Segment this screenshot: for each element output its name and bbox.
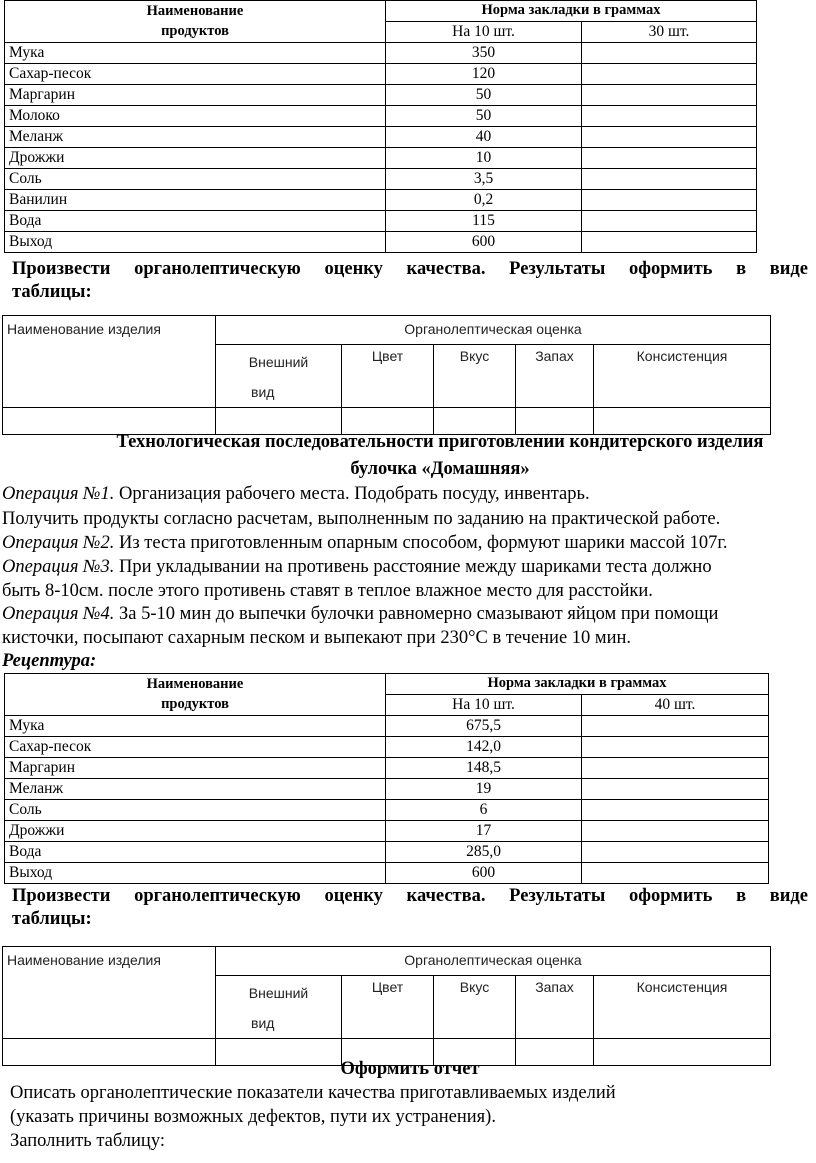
- norm-n-cell: [582, 716, 769, 737]
- product-name-cell: Маргарин: [5, 758, 386, 779]
- product-name-cell: Ванилин: [5, 190, 386, 211]
- norm-n-cell: [582, 842, 769, 863]
- recipe-label: Рецептура:: [2, 651, 97, 671]
- eval-header-group: Органолептическая оценка: [216, 316, 771, 345]
- norm-n-cell: [582, 758, 769, 779]
- task-text-1-cont: таблицы:: [12, 282, 92, 302]
- product-name-cell: Выход: [5, 863, 386, 884]
- header-norm: Норма закладки в граммах: [386, 674, 769, 695]
- eval-col-taste: Вкус: [434, 345, 516, 408]
- product-name-cell: Мука: [5, 43, 386, 64]
- eval-col-appearance: Внешний вид: [216, 976, 342, 1039]
- evaluation-table-2: [2, 946, 771, 1066]
- product-name-cell: Соль: [5, 169, 386, 190]
- norm-10-cell: 115: [386, 211, 582, 232]
- report-line-3: Заполнить таблицу:: [10, 1131, 165, 1151]
- norm-n-cell: [582, 211, 757, 232]
- norm-10-cell: 0,2: [386, 190, 582, 211]
- norm-10-cell: 120: [386, 64, 582, 85]
- product-name-cell: Мука: [5, 716, 386, 737]
- recipe-table-1: [4, 0, 757, 253]
- norm-10-cell: 3,5: [386, 169, 582, 190]
- header-product-name: Наименование продуктов: [5, 674, 386, 716]
- product-name-cell: Дрожжи: [5, 821, 386, 842]
- table-row: [5, 737, 769, 758]
- norm-n-cell: [582, 737, 769, 758]
- table-row: [5, 64, 757, 85]
- header-per-n: 40 шт.: [582, 695, 769, 716]
- tech-title: Технологическая последовательности приготовлении кондитерского изделия: [116, 432, 764, 452]
- norm-10-cell: 350: [386, 43, 582, 64]
- norm-n-cell: [582, 821, 769, 842]
- operation-4-cont: кисточки, посыпают сахарным песком и выпекают при 230°С в течение 10 мин.: [2, 628, 632, 648]
- product-name-cell: Маргарин: [5, 85, 386, 106]
- eval-header-group: Органолептическая оценка: [216, 947, 771, 976]
- table-row: [5, 190, 757, 211]
- norm-10-cell: 40: [386, 127, 582, 148]
- table-row: [5, 779, 769, 800]
- norm-10-cell: 675,5: [386, 716, 582, 737]
- recipe-table-2: [4, 673, 769, 884]
- norm-10-cell: 600: [386, 232, 582, 253]
- norm-n-cell: [582, 190, 757, 211]
- product-name-cell: Меланж: [5, 127, 386, 148]
- header-per-10: На 10 шт.: [386, 695, 582, 716]
- eval-col-taste: Вкус: [434, 976, 516, 1039]
- eval-header-name: Наименование изделия: [3, 947, 216, 1039]
- table-row: [5, 863, 769, 884]
- norm-10-cell: 600: [386, 863, 582, 884]
- table-row: [5, 169, 757, 190]
- product-name-cell: Выход: [5, 232, 386, 253]
- product-name-cell: Меланж: [5, 779, 386, 800]
- task-text-2-cont: таблицы:: [12, 909, 92, 929]
- operation-3: Операция №3. При укладывании на противень расстояние между шариками теста должно: [2, 557, 712, 577]
- norm-n-cell: [582, 800, 769, 821]
- report-line-1: Описать органолептические показатели качества приготавливаемых изделий: [10, 1083, 616, 1103]
- norm-10-cell: 10: [386, 148, 582, 169]
- product-name-cell: Сахар-песок: [5, 737, 386, 758]
- table-row: [5, 800, 769, 821]
- norm-10-cell: 17: [386, 821, 582, 842]
- norm-n-cell: [582, 148, 757, 169]
- product-name-cell: Молоко: [5, 106, 386, 127]
- operation-3-cont: быть 8-10см. после этого противень ставят в теплое влажное место для расстойки.: [2, 581, 653, 601]
- header-per-10: На 10 шт.: [386, 22, 582, 43]
- eval-col-color: Цвет: [342, 976, 434, 1039]
- header-per-n: 30 шт.: [582, 22, 757, 43]
- report-line-2: (указать причины возможных дефектов, пути их устранения).: [10, 1107, 496, 1127]
- tech-title-product: булочка «Домашняя»: [350, 459, 530, 479]
- table-row: [5, 43, 757, 64]
- norm-n-cell: [582, 64, 757, 85]
- product-name-cell: Соль: [5, 800, 386, 821]
- norm-10-cell: 148,5: [386, 758, 582, 779]
- table-row: [5, 758, 769, 779]
- eval-col-consistency: Консистенция: [594, 976, 771, 1039]
- norm-n-cell: [582, 863, 769, 884]
- norm-n-cell: [582, 169, 757, 190]
- report-title: Оформить отчет: [340, 1059, 480, 1079]
- eval-col-color: Цвет: [342, 345, 434, 408]
- header-norm: Норма закладки в граммах: [386, 1, 757, 22]
- eval-col-appearance: Внешний вид: [216, 345, 342, 408]
- norm-10-cell: 50: [386, 85, 582, 106]
- product-name-cell: Вода: [5, 842, 386, 863]
- table-row: [5, 842, 769, 863]
- norm-10-cell: 142,0: [386, 737, 582, 758]
- operation-2: Операция №2. Из теста приготовленным опарным способом, формуют шарики массой 107г.: [2, 533, 728, 553]
- norm-n-cell: [582, 106, 757, 127]
- eval-col-smell: Запах: [516, 976, 594, 1039]
- eval-header-name: Наименование изделия: [3, 316, 216, 408]
- task-text-2: Произвести органолептическую оценку качества. Результаты оформить в виде: [12, 886, 808, 906]
- table-row: [5, 211, 757, 232]
- table-row: [5, 716, 769, 737]
- norm-n-cell: [582, 779, 769, 800]
- norm-10-cell: 6: [386, 800, 582, 821]
- product-name-cell: Дрожжи: [5, 148, 386, 169]
- norm-n-cell: [582, 43, 757, 64]
- operation-1-cont: Получить продукты согласно расчетам, выполненным по заданию на практической работе.: [2, 509, 721, 529]
- norm-n-cell: [582, 127, 757, 148]
- norm-n-cell: [582, 232, 757, 253]
- table-row: [5, 821, 769, 842]
- norm-n-cell: [582, 85, 757, 106]
- table-row: [5, 106, 757, 127]
- norm-10-cell: 50: [386, 106, 582, 127]
- product-name-cell: Вода: [5, 211, 386, 232]
- table-row: [5, 148, 757, 169]
- task-text-1: Произвести органолептическую оценку качества. Результаты оформить в виде: [12, 259, 808, 279]
- norm-10-cell: 285,0: [386, 842, 582, 863]
- operation-4: Операция №4. За 5-10 мин до выпечки булочки равномерно смазывают яйцом при помощи: [2, 604, 719, 624]
- evaluation-table-1: [2, 315, 771, 435]
- operation-1: Операция №1. Организация рабочего места. Подобрать посуду, инвентарь.: [2, 484, 590, 504]
- header-product-name: Наименование продуктов: [5, 1, 386, 43]
- norm-10-cell: 19: [386, 779, 582, 800]
- eval-col-consistency: Консистенция: [594, 345, 771, 408]
- eval-col-smell: Запах: [516, 345, 594, 408]
- table-row: [5, 127, 757, 148]
- table-row: [5, 85, 757, 106]
- product-name-cell: Сахар-песок: [5, 64, 386, 85]
- table-row: [5, 232, 757, 253]
